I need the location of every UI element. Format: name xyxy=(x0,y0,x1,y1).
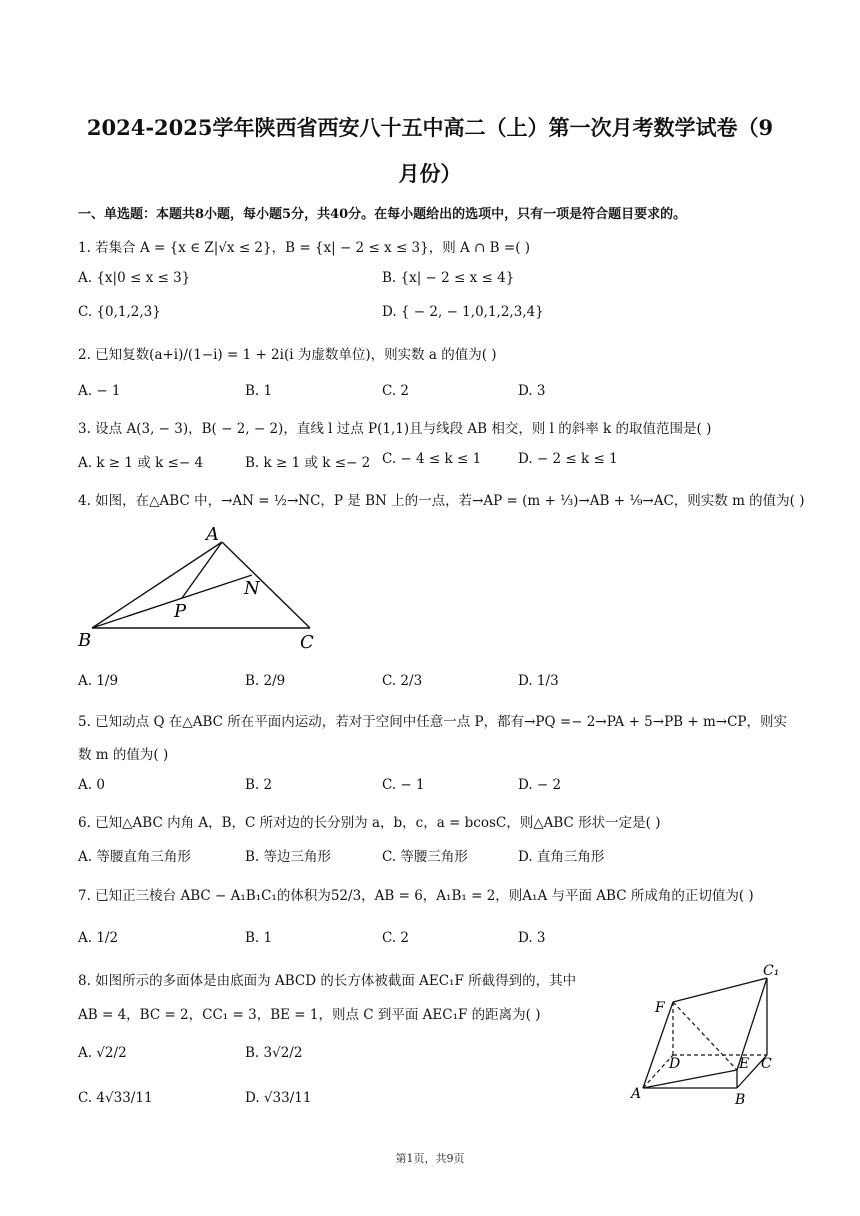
q8-option-c: C. 4√33/11 xyxy=(78,1090,153,1106)
q5-stem-line2: 数 m 的值为( ) xyxy=(78,747,169,763)
label-p: P xyxy=(174,601,187,622)
q6-option-c: C. 等腰三角形 xyxy=(382,849,468,865)
label-a: A xyxy=(206,524,219,545)
q3-stem: 3. 设点 A(3, − 3)，B( − 2, − 2)，直线 l 过点 P(1,1)且与线段 AB 相交，则 l 的斜率 k 的取值范围是( ) xyxy=(78,421,712,437)
q1-option-c: C. {0,1,2,3} xyxy=(78,304,161,320)
label-f: F xyxy=(655,1000,665,1016)
q6-option-b: B. 等边三角形 xyxy=(245,849,332,865)
q2-option-c: C. 2 xyxy=(382,383,410,399)
label-c1: C₁ xyxy=(763,963,780,979)
page-title-line2: 月份） xyxy=(398,161,462,186)
label-e: E xyxy=(739,1056,750,1072)
q3-option-b: B. k ≥ 1 或 k ≤− 2 xyxy=(245,455,371,471)
q8-option-d: D. √33/11 xyxy=(245,1090,312,1106)
q4-option-a: A. 1/9 xyxy=(78,673,119,689)
q7-option-c: C. 2 xyxy=(382,930,410,946)
label-c: C xyxy=(761,1056,772,1072)
page-footer: 第1页，共9页 xyxy=(395,1152,465,1165)
q5-stem-line1: 5. 已知动点 Q 在△ABC 所在平面内运动，若对于空间中任意一点 P，都有→PQ =− 2→PA + 5→PB + m→CP，则实 xyxy=(78,714,787,730)
q3-option-c: C. − 4 ≤ k ≤ 1 xyxy=(382,451,482,467)
q7-option-d: D. 3 xyxy=(518,930,546,946)
label-d: D xyxy=(669,1056,681,1072)
triangle-figure xyxy=(72,520,332,655)
q4-option-d: D. 1/3 xyxy=(518,673,559,689)
q3-option-d: D. − 2 ≤ k ≤ 1 xyxy=(518,451,618,467)
q5-option-b: B. 2 xyxy=(245,777,273,793)
q8-option-b: B. 3√2/2 xyxy=(245,1045,303,1061)
q2-option-a: A. − 1 xyxy=(78,383,121,399)
q1-stem: 1. 若集合 A = {x ∈ Z|√x ≤ 2}，B = {x| − 2 ≤ x ≤ 3}，则 A ∩ B =( ) xyxy=(78,240,531,256)
q5-option-a: A. 0 xyxy=(78,777,105,793)
q4-stem: 4. 如图，在△ABC 中，→AN = ½→NC，P 是 BN 上的一点，若→AP = (m + ⅓)→AB + ⅑→AC，则实数 m 的值为( ) xyxy=(78,493,805,509)
q6-stem: 6. 已知△ABC 内角 A，B，C 所对边的长分别为 a，b，c，a = bcosC，则△ABC 形状一定是( ) xyxy=(78,815,661,831)
q3-option-a: A. k ≥ 1 或 k ≤− 4 xyxy=(78,455,204,471)
section-heading: 一、单选题：本题共8小题，每小题5分，共40分。在每小题给出的选项中，只有一项是符合题目要求的。 xyxy=(78,207,687,222)
q7-stem: 7. 已知正三棱台 ABC − A₁B₁C₁的体积为52/3，AB = 6，A₁B₁ = 2，则A₁A 与平面 ABC 所成角的正切值为( ) xyxy=(78,888,754,904)
label-b: B xyxy=(78,630,92,651)
q2-option-d: D. 3 xyxy=(518,383,546,399)
page-title-line1: 2024-2025学年陕西省西安八十五中高二（上）第一次月考数学试卷（9 xyxy=(86,115,774,140)
q4-option-c: C. 2/3 xyxy=(382,673,423,689)
label-b: B xyxy=(735,1092,746,1108)
q8-stem-line1: 8. 如图所示的多面体是由底面为 ABCD 的长方体被截面 AEC₁F 所截得到的，其中 xyxy=(78,973,577,989)
q1-option-a: A. {x|0 ≤ x ≤ 3} xyxy=(78,270,191,286)
polyhedron-figure xyxy=(625,960,785,1110)
q6-option-d: D. 直角三角形 xyxy=(518,849,605,865)
label-n: N xyxy=(244,578,260,599)
label-a: A xyxy=(631,1086,642,1102)
q4-option-b: B. 2/9 xyxy=(245,673,286,689)
label-c: C xyxy=(300,632,314,653)
q6-option-a: A. 等腰直角三角形 xyxy=(78,849,191,865)
q2-option-b: B. 1 xyxy=(245,383,273,399)
q2-stem: 2. 已知复数(a+i)/(1−i) = 1 + 2i(i 为虚数单位)，则实数 a 的值为( ) xyxy=(78,347,497,363)
q5-option-c: C. − 1 xyxy=(382,777,425,793)
q7-option-b: B. 1 xyxy=(245,930,273,946)
q8-stem-line2: AB = 4，BC = 2，CC₁ = 3，BE = 1，则点 C 到平面 AEC₁F 的距离为( ) xyxy=(78,1007,541,1023)
q7-option-a: A. 1/2 xyxy=(78,930,119,946)
q8-option-a: A. √2/2 xyxy=(78,1045,127,1061)
q5-option-d: D. − 2 xyxy=(518,777,562,793)
q1-option-d: D. { − 2, − 1,0,1,2,3,4} xyxy=(382,304,544,320)
q1-option-b: B. {x| − 2 ≤ x ≤ 4} xyxy=(382,270,515,286)
